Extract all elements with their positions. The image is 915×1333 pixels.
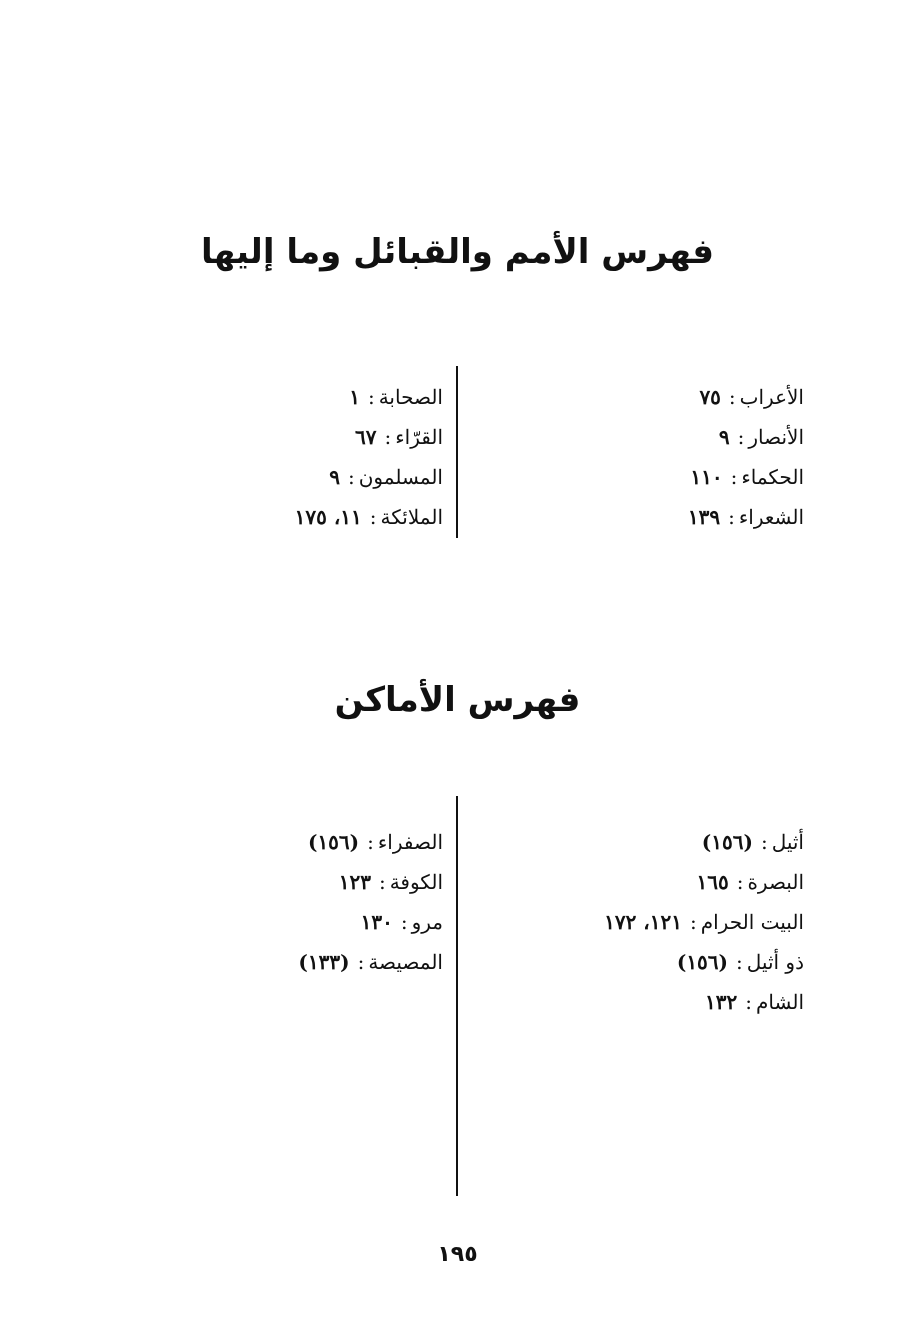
- entry-term: الكوفة: [389, 870, 443, 894]
- entry-pages: ١٢١، ١٧٢: [604, 910, 682, 934]
- entry-pages: ٦٧: [355, 425, 377, 449]
- index-entry: [474, 457, 804, 497]
- entry-term: الشام: [756, 990, 804, 1014]
- entry-separator: :: [367, 385, 375, 409]
- entry-separator: :: [347, 465, 355, 489]
- entry-term: الحكماء: [741, 465, 804, 489]
- index-entry: [474, 982, 804, 1022]
- entry-separator: :: [367, 830, 374, 854]
- index-column-right: [474, 377, 804, 537]
- entry-separator: :: [357, 950, 365, 974]
- column-divider: [456, 796, 458, 1196]
- index-entry: [143, 862, 443, 902]
- entry-pages: ١٢٣: [338, 870, 371, 894]
- index-entry: [474, 497, 804, 537]
- index-entry: [474, 417, 804, 457]
- index-entry: [474, 942, 804, 982]
- entry-term: البيت الحرام: [700, 910, 804, 934]
- entry-separator: :: [400, 910, 408, 934]
- index-entry: [143, 497, 443, 537]
- index-entry: [143, 822, 443, 862]
- entry-pages: ١: [349, 385, 360, 409]
- entry-separator: :: [384, 425, 392, 449]
- index-column-left: [143, 377, 443, 537]
- entry-separator: :: [728, 385, 736, 409]
- entry-separator: :: [745, 990, 753, 1014]
- entry-pages: ١١، ١٧٥: [294, 505, 362, 529]
- section-title-places: فهرس الأماكن: [334, 680, 581, 720]
- entry-term: ذو أثيل: [746, 950, 804, 974]
- entry-pages: (١٣٣): [298, 950, 350, 974]
- entry-term: الأعراب: [739, 385, 804, 409]
- index-entry: [143, 902, 443, 942]
- entry-term: الملائكة: [380, 505, 443, 529]
- column-divider: [456, 366, 458, 538]
- entry-pages: ٩: [718, 425, 730, 449]
- entry-separator: :: [730, 465, 738, 489]
- entry-separator: :: [689, 910, 697, 934]
- page-number: ١٩٥: [437, 1242, 478, 1267]
- entry-term: أثيل: [771, 830, 804, 854]
- entry-term: البصرة: [747, 870, 804, 894]
- entry-term: الصفراء: [377, 830, 443, 854]
- entry-term: الشعراء: [738, 505, 804, 529]
- index-entry: [143, 377, 443, 417]
- entry-term: المصيصة: [368, 950, 443, 974]
- entry-separator: :: [737, 425, 745, 449]
- entry-term: القرّاء: [395, 425, 443, 449]
- entry-pages: ١٣٠: [360, 910, 393, 934]
- index-column-left: [143, 822, 443, 982]
- entry-separator: :: [760, 830, 768, 854]
- entry-pages: (١٥٦): [307, 830, 360, 854]
- entry-pages: ١١٠: [690, 465, 723, 489]
- index-entry: [474, 862, 804, 902]
- index-entry: [143, 457, 443, 497]
- entry-pages: ١٦٥: [696, 870, 729, 894]
- entry-pages: ١٣٩: [687, 505, 721, 529]
- entry-separator: :: [736, 870, 744, 894]
- entry-term: الصحابة: [378, 385, 443, 409]
- entry-term: مرو: [411, 910, 443, 934]
- entry-term: الأنصار: [748, 425, 804, 449]
- index-entry: [474, 377, 804, 417]
- entry-pages: ١٣٢: [705, 990, 738, 1014]
- index-entry: [474, 822, 804, 862]
- entry-separator: :: [369, 505, 377, 529]
- entry-separator: :: [378, 870, 386, 894]
- entry-term: المسلمون: [358, 465, 443, 489]
- section-title-peoples-tribes: فهرس الأمم والقبائل وما إليها: [200, 232, 715, 272]
- entry-pages: ٩: [329, 465, 340, 489]
- entry-pages: ٧٥: [699, 385, 721, 409]
- entry-pages: (١٥٦): [676, 950, 729, 974]
- index-entry: [143, 942, 443, 982]
- index-entry: [143, 417, 443, 457]
- entry-separator: :: [736, 950, 743, 974]
- entry-separator: :: [728, 505, 735, 529]
- index-column-right: [474, 822, 804, 1022]
- entry-pages: (١٥٦): [701, 830, 753, 854]
- index-entry: [474, 902, 804, 942]
